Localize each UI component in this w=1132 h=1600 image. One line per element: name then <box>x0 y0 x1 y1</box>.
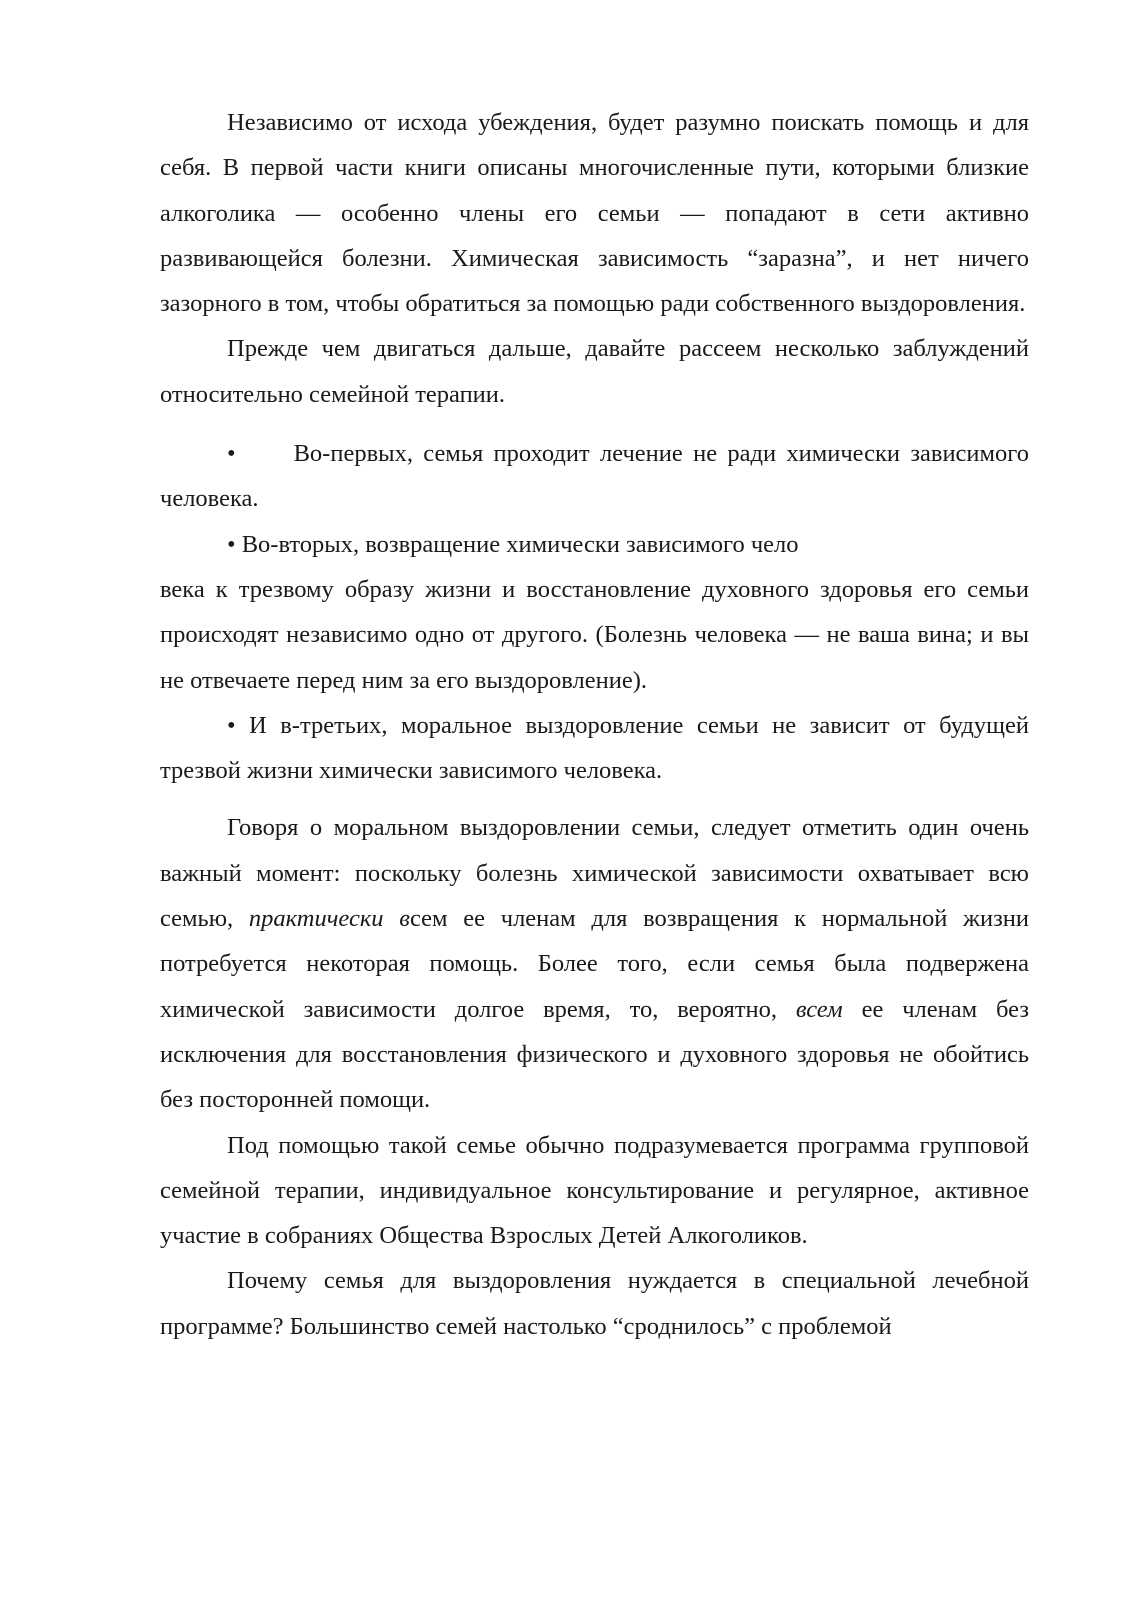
paragraph-family-recovery-part3: ее членам без исключения для восстановления физического и духовного здоровья не обойтись без посторонней помощи. <box>160 995 1030 1114</box>
bullet-item-first <box>160 431 1029 522</box>
paragraph-why-program: Почему семья для выздоровления нуждается в специальной лечебной программе? Большинство семей настолько “сроднилось” с проблемой <box>160 1267 1029 1340</box>
paragraph-family-recovery-part2: сем ее членам для возвращения к нормальной жизни потребуется некоторая помощь. Более того, если семья была подвержена химической зависимости долгое время, то, вероятно, <box>160 905 1029 1023</box>
emphasis-all: всем <box>795 995 843 1023</box>
paragraph-misconceptions-intro: Прежде чем двигаться дальше, давайте рассеем несколько заблуждений относительно семейной терапии. <box>160 335 1029 408</box>
paragraph-family-recovery <box>160 805 1029 1122</box>
bullet-item-third: • И в-третьих, моральное выздоровление семьи не зависит от будущей трезвой жизни химически зависимого человека. <box>160 711 1029 785</box>
bullet-item-first-text: Во-первых, семья проходит лечение не ради химически зависимого человека. <box>160 440 1029 513</box>
paragraph-family-recovery-part1: Говоря о моральном выздоровлении семьи, следует отметить один очень важный момент: поскольку болезнь химической зависимости охватывает всю семью, <box>160 814 1029 933</box>
bullet-marker: • <box>227 440 236 468</box>
bullet-item-second-first-line: • Во-вторых, возвращение химически зависимого чело <box>227 530 799 558</box>
paragraph-help-program: Под помощью такой семье обычно подразумевается программа групповой семейной терапии, индивидуальное консультирование и регулярное, активное участие в собраниях Общества Взрослых Детей Алкоголиков. <box>160 1131 1029 1250</box>
document-body <box>160 100 1029 1349</box>
emphasis-practically: практически в <box>248 905 410 933</box>
bullet-item-second-continuation: века к трезвому образу жизни и восстановление духовного здоровья его семьи происходят независимо одно от другого. (Болезнь человека — не ваша вина; и вы не отвечаете перед ним за его выздоровление). <box>160 575 1029 694</box>
paragraph-seek-help: Независимо от исхода убеждения, будет разумно поискать помощь и для себя. В первой части книги описаны многочисленные пути, которыми близкие алкоголика — особенно члены его семьи — попадают в сети активно развивающейся болезни. Химическая зависимость “заразна”, и нет ничего зазорного в том, чтобы обратиться за помощью ради собственного выздоровления. <box>160 109 1029 318</box>
